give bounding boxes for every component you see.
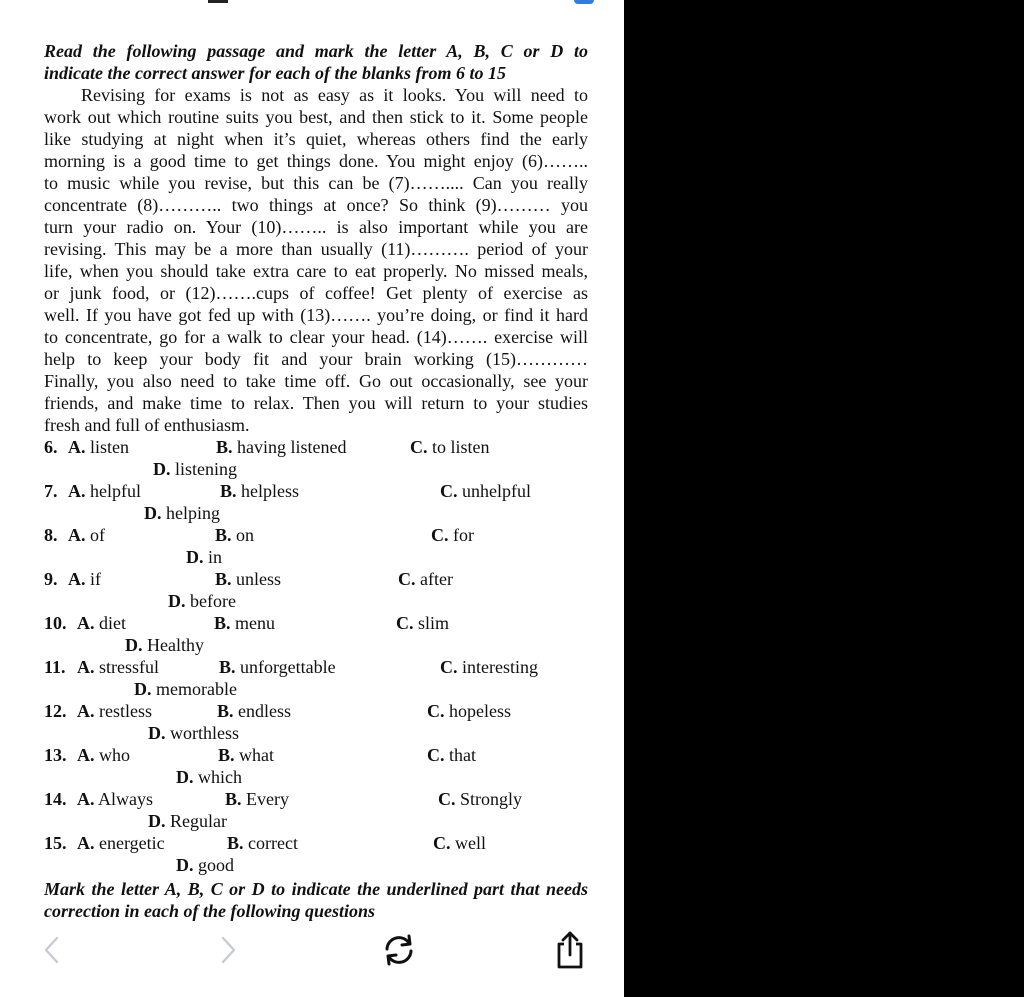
passage-line: well. If you have got fed up with (13)……. you’re doing, or find it hard [44,305,588,325]
passage-line: work out which routine suits you best, and then stick to it. Some people [44,107,588,127]
answer-option-a: A. diet [77,613,126,633]
passage-line: to music while you revise, but this can be (7)…….... Can you really [44,173,588,193]
share-icon [554,930,586,970]
next-section-heading: Mark the letter A, B, C or D to indicate the underlined part that needs [44,879,588,899]
passage-line: or junk food, or (12)…….cups of coffee! Get plenty of exercise as [44,283,588,303]
passage-line: morning is a good time to get things done. You might enjoy (6)…….. [44,151,588,171]
passage-line: friends, and make time to relax. Then you will return to your studies [44,393,588,413]
passage-line: turn your radio on. Your (10)…….. is also important while you are [44,217,588,237]
answer-option-c: C. slim [396,613,450,633]
refresh-icon [381,933,417,967]
top-edge-mark [574,0,594,4]
answer-option-b: B. what [218,745,275,765]
answer-option-b: B. menu [214,613,276,633]
top-edge-mark [208,0,228,3]
question-number: 12. [44,701,67,721]
answer-option-d: D. Regular [148,811,227,831]
answer-option-d: D. which [176,767,242,787]
answer-option-c: C. hopeless [427,701,511,721]
answer-option-c: C. well [433,833,486,853]
answer-option-d: D. in [186,547,223,567]
question-number: 15. [44,833,67,853]
answer-option-b: B. on [215,525,255,545]
passage-line: fresh and full of enthusiasm. [44,415,250,435]
question-number: 13. [44,745,67,765]
question-number: 9. [44,569,58,589]
answer-option-b: B. helpless [220,481,300,501]
chevron-left-icon [42,935,62,965]
answer-option-a: A. restless [77,701,152,721]
passage-line: like studying at night when it’s quiet, whereas others find the early [44,129,588,149]
passage-line: Finally, you also need to take time off. Go out occasionally, see your [44,371,588,391]
answer-option-d: D. listening [153,459,237,479]
answer-option-a: A. listen [68,437,129,457]
question-number: 14. [44,789,67,809]
refresh-button[interactable] [377,928,421,972]
answer-option-a: A. energetic [77,833,165,853]
passage-line: revising. This may be a more than usually (11)………. period of your [44,239,588,259]
next-section-heading: correction in each of the following questions [44,901,376,921]
answer-option-c: C. after [398,569,453,589]
question-number: 7. [44,481,58,501]
answer-option-d: D. before [168,591,236,611]
forward-button[interactable] [206,928,250,972]
share-button[interactable] [548,928,592,972]
answer-option-d: D. good [176,855,234,875]
answer-option-a: A. if [68,569,101,589]
answer-option-d: D. helping [144,503,220,523]
answer-option-b: B. endless [217,701,292,721]
answer-option-a: A. of [68,525,105,545]
question-number: 8. [44,525,58,545]
answer-option-a: A. stressful [77,657,159,677]
answer-option-d: D. memorable [134,679,237,699]
answer-option-a: A. who [77,745,130,765]
answer-option-d: D. Healthy [125,635,204,655]
question-number: 10. [44,613,67,633]
answer-option-c: C. Strongly [438,789,523,809]
answer-option-b: B. Every [225,789,289,809]
answer-option-c: C. to listen [410,437,490,457]
passage-line: to concentrate, go for a walk to clear your head. (14)……. exercise will [44,327,588,347]
question-number: 11. [44,657,66,677]
passage-line: concentrate (8)……….. two things at once? So think (9)……… you [44,195,588,215]
answer-option-b: B. correct [227,833,298,853]
answer-option-b: B. having listened [216,437,347,457]
passage-line: Revising for exams is not as easy as it looks. You will need to [81,85,588,105]
chevron-right-icon [218,935,238,965]
passage-line: help to keep your body fit and your brain working (15)………… [44,349,588,369]
answer-option-a: A. Always [77,789,154,809]
answer-option-c: C. that [427,745,476,765]
answer-option-c: C. interesting [440,657,538,677]
instruction-heading: indicate the correct answer for each of the blanks from 6 to 15 [44,63,506,83]
passage-line: life, when you should take extra care to eat properly. No missed meals, [44,261,588,281]
answer-option-b: B. unless [215,569,282,589]
answer-option-c: C. unhelpful [440,481,531,501]
question-number: 6. [44,437,58,457]
back-button[interactable] [30,928,74,972]
instruction-heading: Read the following passage and mark the letter A, B, C or D to [44,41,588,61]
answer-option-a: A. helpful [68,481,141,501]
answer-option-c: C. for [431,525,474,545]
answer-option-d: D. worthless [148,723,239,743]
answer-option-b: B. unforgettable [219,657,336,677]
